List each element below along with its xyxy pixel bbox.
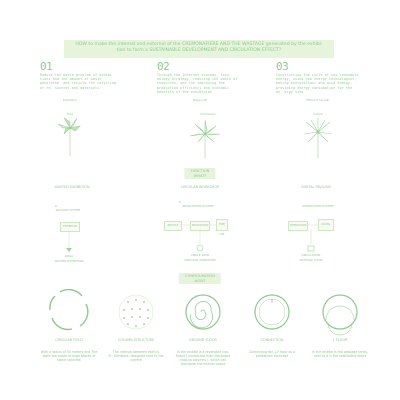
function-heading-2: CIRCULAR WORKSHOP [180,185,220,189]
column-label-bottom-1: Free [67,112,73,116]
function-foot-1b: WASTED EXHIBITION [54,259,84,263]
config-title-2: COLUMN STRUCTURE [117,338,155,342]
function-foot-2b: CIRCULAR WORKSHOP [184,258,216,262]
function-box-exhibition: EXHIBITION [60,222,80,232]
column-label-top-3: Efficient Circular [306,98,330,102]
connection-icon [255,295,289,329]
column-label-bottom-2: Production [200,112,216,116]
function-heading-3: DIGITAL PAVILION [301,185,331,189]
circular-field-icon [50,290,88,330]
config-caption-3: In the middle is a reversible con- fluent ( connected from discarded rings to columns ), which can transform the interior space [175,350,231,366]
function-box-production: PRODUCTION [190,221,210,231]
config-title-1: CIRCULAR FIELD [55,338,83,342]
title-line-2: tion to form a SUSTAINABLE DEVELOPMENT AND CIRCULATION EFFECT? [116,48,282,53]
function-box-digital: DIGITAL [318,219,334,231]
column-text-2: Through the Internet economy, tech- nology strategy, reducing the waste of resources, and the improving the production efficiency and economic benefits of the exhibition [157,73,238,94]
configuration-label-line-2: HOW? [194,278,206,283]
function-sub-2: PRODUCTION SYSTEM [182,204,214,208]
column-text-1: Reduce the waste problem of exhibi tions and the amount of waste generated, and recycle the recycling of re- sources and materials [40,73,117,90]
function-foot-3a: CIRCULATION [301,253,321,257]
config-title-5: 1 FLOOR [332,338,348,342]
configuration-label-line-1: · CONFIGURATION · [182,274,218,278]
config-caption-2: The interval between each is 8~10meters, designed next to the current [108,350,164,362]
column-label-top-1: Exhibition [63,98,77,102]
config-title-3: GROUND FLOOR [189,338,217,342]
function-box-recycle: RECYCLE [164,221,182,231]
first-floor-icon [323,295,357,335]
config-caption-1: With a radius of 55 meters and The walls are made of large blocks of stone concrete [40,350,98,362]
column-label-bottom-3: Future [313,112,323,116]
function-heading-1: WASTED EXHIBITION [54,185,90,189]
function-label-line-2: WHAT? [193,173,207,178]
column-text-3: Constructing the cycle of new renewable energy, using new energy technologies, making photovoltaic and wind energy, providing energy consumption for the en- ergy site [276,73,359,94]
column-number-2: 02 [157,60,170,73]
config-caption-5: In the middle is the wastage tanks, next to it is the scaffolding stairs [311,350,369,358]
ground-floor-spiral-icon [186,295,220,329]
column-number-3: 03 [276,60,289,73]
function-foot-2a: CIRCLE LOOP [190,253,210,257]
column-structure-icon [119,295,153,329]
config-title-4: CONNECTION [260,338,284,342]
function-sub-1: PAVILION SYSTEM [55,208,81,212]
function-foot-3b: WASTAGE SHOW [299,258,323,262]
function-sub-3: INTERACTION SYSTEM [302,204,334,208]
title-line-1: HOW to make the internal and external of the CREMONAFIERE AND THE WASTAGE generated by the exhibi- [75,42,323,47]
column-number-1: 01 [40,60,53,73]
function-label-line-1: · FUNCTION · [188,169,212,173]
function-foot-1a: WASA [64,254,74,258]
function-box-interaction: INTERACTION [288,221,308,231]
column-label-top-2: Mega LAB [193,98,207,102]
config-caption-4: Connecting the 1-F floor as a pedestrian staircase [248,350,296,358]
function-box-free-use: FREE USE [216,219,228,231]
